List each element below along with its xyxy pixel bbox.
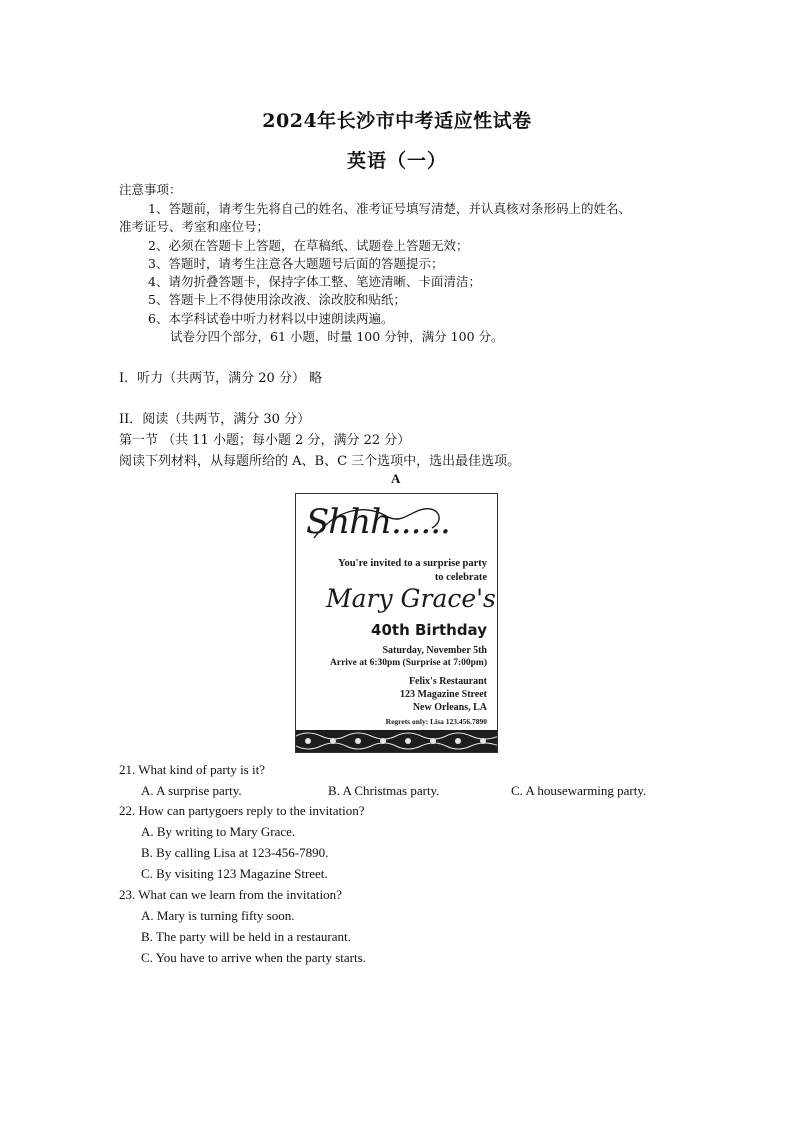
question-21-option-c: C. A housewarming party. — [511, 783, 647, 798]
invite-birthday: 40th Birthday — [371, 621, 487, 639]
notice-line: 准考证号、考室和座位号； — [119, 219, 270, 234]
notice-line: 1、答题前，请考生先将自己的姓名、准考证号填写清楚，并认真核对条形码上的姓名、 — [148, 201, 631, 216]
question-23-option-a: A. Mary is turning fifty soon. — [141, 908, 295, 923]
invite-arrive: Arrive at 6:30pm (Surprise at 7:00pm) — [330, 658, 487, 668]
section-listening: I．听力（共两节，满分 20 分） 略 — [119, 371, 323, 386]
damask-border — [296, 730, 497, 752]
question-23-stem: 23. What can we learn from the invitation? — [119, 887, 342, 902]
notice-heading: 注意事项： — [119, 182, 182, 197]
invite-line2: to celebrate — [434, 572, 487, 583]
question-21-option-b: B. A Christmas party. — [328, 783, 440, 798]
question-22-stem: 22. How can partygoers reply to the invitation? — [119, 803, 365, 818]
invite-shh: Shhh...... — [306, 502, 450, 542]
invite-regrets: Regrets only: Lisa 123.456.7890 — [385, 717, 487, 726]
notice-line: 5、答题卡上不得使用涂改液、涂改胶和贴纸； — [148, 292, 406, 307]
question-22-option-a: A. By writing to Mary Grace. — [141, 824, 296, 839]
section-part1: 第一节 （共 11 小题；每小题 2 分，满分 22 分） — [119, 433, 411, 448]
question-21-stem: 21. What kind of party is it? — [119, 762, 265, 777]
notice-line: 4、请勿折叠答题卡，保持字体工整、笔迹清晰、卡面清洁； — [148, 274, 481, 289]
notice-line: 3、答题时，请考生注意各大题题号后面的答题提示； — [148, 256, 444, 271]
invite-line1: You're invited to a surprise party — [338, 558, 487, 569]
invite-name: Mary Grace's — [326, 584, 496, 613]
invite-city: New Orleans, LA — [412, 702, 487, 713]
notice-line: 试卷分四个部分，61 小题，时量 100 分钟，满分 100 分。 — [170, 329, 504, 344]
page-title: 2024年长沙市中考适应性试卷 — [262, 110, 532, 132]
passage-label: A — [391, 471, 401, 486]
question-23-option-c: C. You have to arrive when the party starts. — [141, 950, 366, 965]
invitation-card — [295, 493, 498, 753]
question-21-option-a: A. A surprise party. — [141, 783, 242, 798]
question-22-option-c: C. By visiting 123 Magazine Street. — [141, 866, 328, 881]
invite-street: 123 Magazine Street — [399, 689, 487, 700]
page-subtitle: 英语（一） — [346, 150, 447, 172]
question-23-option-b: B. The party will be held in a restaurant. — [141, 929, 351, 944]
notice-line: 2、必须在答题卡上答题，在草稿纸、试题卷上答题无效； — [148, 238, 469, 253]
section-instruction: 阅读下列材料，从每题所给的 A、B、C 三个选项中，选出最佳选项。 — [119, 454, 521, 469]
section-reading: II．阅读（共两节，满分 30 分） — [119, 412, 311, 427]
invite-date: Saturday, November 5th — [382, 645, 487, 656]
notice-line: 6、本学科试卷中听力材料以中速朗读两遍。 — [148, 311, 394, 326]
question-22-option-b: B. By calling Lisa at 123-456-7890. — [141, 845, 329, 860]
damask-pattern-icon — [296, 730, 498, 752]
invite-venue: Felix's Restaurant — [408, 676, 487, 687]
